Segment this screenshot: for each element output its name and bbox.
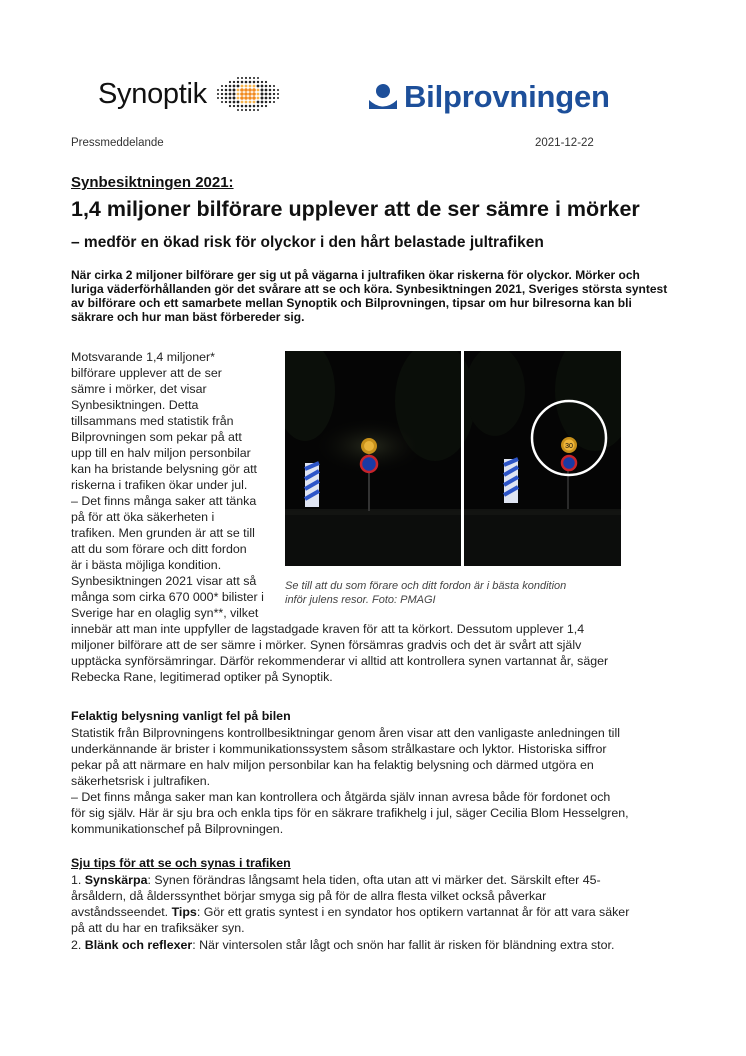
tip-1-line-3 <box>71 904 629 920</box>
sign-number: 30 <box>565 443 573 450</box>
night-road-photo <box>285 351 621 566</box>
tip-1-text-3a: avståndsseendet. <box>71 905 172 919</box>
intro-line: Bilprovningen som pekar på att <box>71 430 242 444</box>
bilprovningen-person-icon <box>368 83 398 111</box>
intro-line: Rebecka Rane, legitimerad optiker på Synoptik. <box>71 670 333 684</box>
section-belysning-line: pekar på att närmare en halv miljon personbilar kan ha felaktig belysning och därmed utgöra en <box>71 758 594 772</box>
intro-line: upp till en halv miljon personbilar <box>71 446 251 460</box>
intro-line: miljoner bilförare att de ser sämre i mörker. Synen försämras gradvis och det är svårt att själv <box>71 638 582 652</box>
intro-line: riskerna i trafiken ökar under jul. <box>71 478 248 492</box>
section-belysning-line: för sig själv. Här är sju bra och enkla tips för en säkrare trafikhelg i jul, säger Cecilia Blom Hesselgren, <box>71 806 629 820</box>
article-photo <box>285 351 621 566</box>
intro-line: – Det finns många saker att tänka <box>71 494 257 508</box>
intro-line: Motsvarande 1,4 miljoner* <box>71 350 215 364</box>
section-belysning-line: Statistik från Bilprovningens kontrollbesiktningar genom åren visar att den vanligaste anledningen till <box>71 726 620 740</box>
intro-line: innebär att man inte uppfyller de lagstadgade kraven för att ta körkort. Dessutom upplever 1,4 <box>71 622 585 636</box>
caption-line-2: inför julens resor. Foto: PMAGI <box>285 593 436 606</box>
intro-line: är i bästa möjliga kondition. <box>71 558 222 572</box>
section-belysning-line: säkerhetsrisk i jultrafiken. <box>71 774 211 788</box>
tip-1-text: : Synen förändras långsamt hela tiden, ofta utan att vi märker det. Särskilt efter 45- <box>147 873 601 887</box>
photo-divider <box>461 351 464 566</box>
tip-2-text: : När vintersolen står lågt och snön har fallit är risken för bländning extra stor. <box>192 938 615 952</box>
photo-caption <box>285 580 630 607</box>
tip-1-tips-label: Tips <box>171 905 197 919</box>
intro-line: Synbesiktningen. Detta <box>71 398 199 412</box>
tip-1-line-1 <box>71 872 601 888</box>
section-belysning-line: – Det finns många saker man kan kontrollera och åtgärda själv innan avresa både för fordonet och <box>71 790 611 804</box>
caption-line-1: Se till att du som förare och ditt fordon är i bästa kondition <box>285 580 567 592</box>
tip-1-line-2: årsåldern, då ålderssynthet börjar smyga sig på för de allra flesta vilket också påverkar <box>71 889 547 903</box>
tips-heading: Sju tips för att se och synas i trafiken <box>71 856 291 870</box>
intro-line: att du som förare och ditt fordon <box>71 542 247 556</box>
tip-1-number: 1. <box>71 873 85 887</box>
intro-line: upptäcka synförsämringar. Därför rekommenderar vi alltid att kontrollera synen vartannat år, säger <box>71 654 609 668</box>
ingress-paragraph: När cirka 2 miljoner bilförare ger sig ut på vägarna i jultrafiken ökar riskerna för olyckor. Mörker och luriga väderförhållanden gör det svårare att se och köra. Synbesiktningen 2021, Sveriges största syntest av bilförare och ett samarbete mellan Synoptik och Bilprovningen, tipsar om hur bilresorna kan bli säkrare och hur man bäst förbereder sig. <box>71 268 668 324</box>
right-bollard <box>504 459 518 503</box>
bilprovningen-logo <box>368 74 610 120</box>
intro-line: tillsammans med statistik från <box>71 414 234 428</box>
bilprovningen-logo-text: Bilprovningen <box>404 79 610 114</box>
tip-2-title: Blänk och reflexer <box>84 938 193 952</box>
synoptik-eye-icon <box>215 74 281 114</box>
intro-line: Synbesiktningen 2021 visar att så <box>71 574 257 588</box>
section-heading-belysning: Felaktig belysning vanligt fel på bilen <box>71 709 291 723</box>
section-belysning-line: kommunikationschef på Bilprovningen. <box>71 822 284 836</box>
tip-1-line-4: på att du har en trafiksäker syn. <box>71 921 245 935</box>
press-release-label: Pressmeddelande <box>71 137 164 149</box>
headline: 1,4 miljoner bilförare upplever att de ser sämre i mörker <box>71 197 640 221</box>
kicker: Synbesiktningen 2021: <box>71 174 234 191</box>
press-release-date: 2021-12-22 <box>535 137 594 149</box>
intro-line: trafiken. Men grunden är att se till <box>71 526 255 540</box>
section-belysning-line: underkännande är brister i kommunikationssystem såsom strålkastare och lyktor. Historiska siffror <box>71 742 607 756</box>
synoptik-logo-text: Synoptik <box>98 77 207 110</box>
tip-2-line-1 <box>71 937 614 953</box>
intro-line: på för att öka säkerheten i <box>71 510 215 524</box>
tip-2-number: 2. <box>71 938 85 952</box>
left-bollard <box>305 463 319 507</box>
tip-1-title: Synskärpa <box>84 873 148 887</box>
synoptik-logo <box>98 74 281 114</box>
tip-1-text-3b: : Gör ett gratis syntest i en syndator hos optikern vartannat år för att vara säker <box>196 905 630 919</box>
intro-line: Sverige har en olaglig syn**, vilket <box>71 606 259 620</box>
intro-line: kan ha bristande belysning gör att <box>71 462 257 476</box>
intro-line: många som cirka 670 000* bilister i <box>71 590 264 604</box>
subheadline: – medför en ökad risk för olyckor i den hårt belastade jultrafiken <box>71 234 544 251</box>
intro-line: sämre i mörker, det visar <box>71 382 207 396</box>
intro-line: bilförare upplever att de ser <box>71 366 222 380</box>
